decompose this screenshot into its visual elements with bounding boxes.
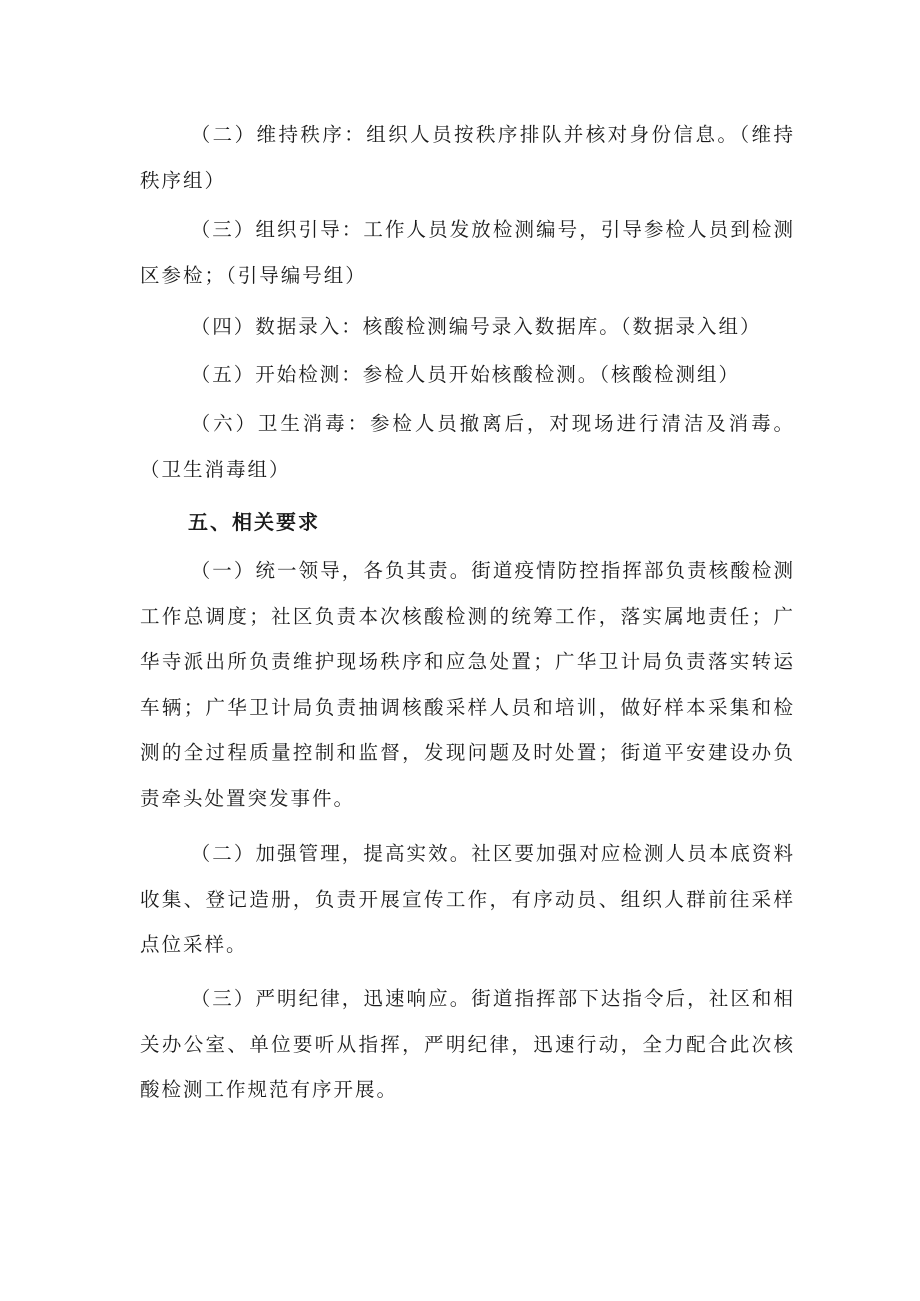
section-heading: 五、相关要求 — [188, 510, 320, 534]
step-disinfection: （六）卫生消毒：参检人员撤离后，对现场进行清洁及消毒。（卫生消毒组） — [140, 412, 795, 481]
requirement-unified-leadership: （一）统一领导，各负其责。街道疫情防控指挥部负责核酸检测工作总调度；社区负责本次核酸检测的统筹工作，落实属地责任；广华寺派出所负责维护现场秩序和应急处置；广华卫计局负责落实转运车辆；广华卫计局负责抽调核酸采样人员和培训，做好样本采集和检测的全过程质量控制和监督，发现问题及时处置；街道平安建设办负责牵头处置突发事件。 — [140, 559, 795, 810]
step-maintain-order: （二）维持秩序：组织人员按秩序排队并核对身份信息。（维持秩序组） — [140, 123, 795, 192]
requirement-discipline: （三）严明纪律，迅速响应。街道指挥部下达指令后，社区和相关办公室、单位要听从指挥，严明纪律，迅速行动，全力配合此次核酸检测工作规范有序开展。 — [140, 987, 795, 1101]
step-guidance: （三）组织引导：工作人员发放检测编号，引导参检人员到检测区参检；（引导编号组） — [140, 218, 795, 287]
requirement-management: （二）加强管理，提高实效。社区要加强对应检测人员本底资料收集、登记造册，负责开展宣传工作，有序动员、组织人群前往采样点位采样。 — [140, 842, 795, 956]
step-data-entry: （四）数据录入：核酸检测编号录入数据库。（数据录入组） — [190, 315, 762, 338]
step-start-testing: （五）开始检测：参检人员开始核酸检测。（核酸检测组） — [190, 363, 740, 386]
